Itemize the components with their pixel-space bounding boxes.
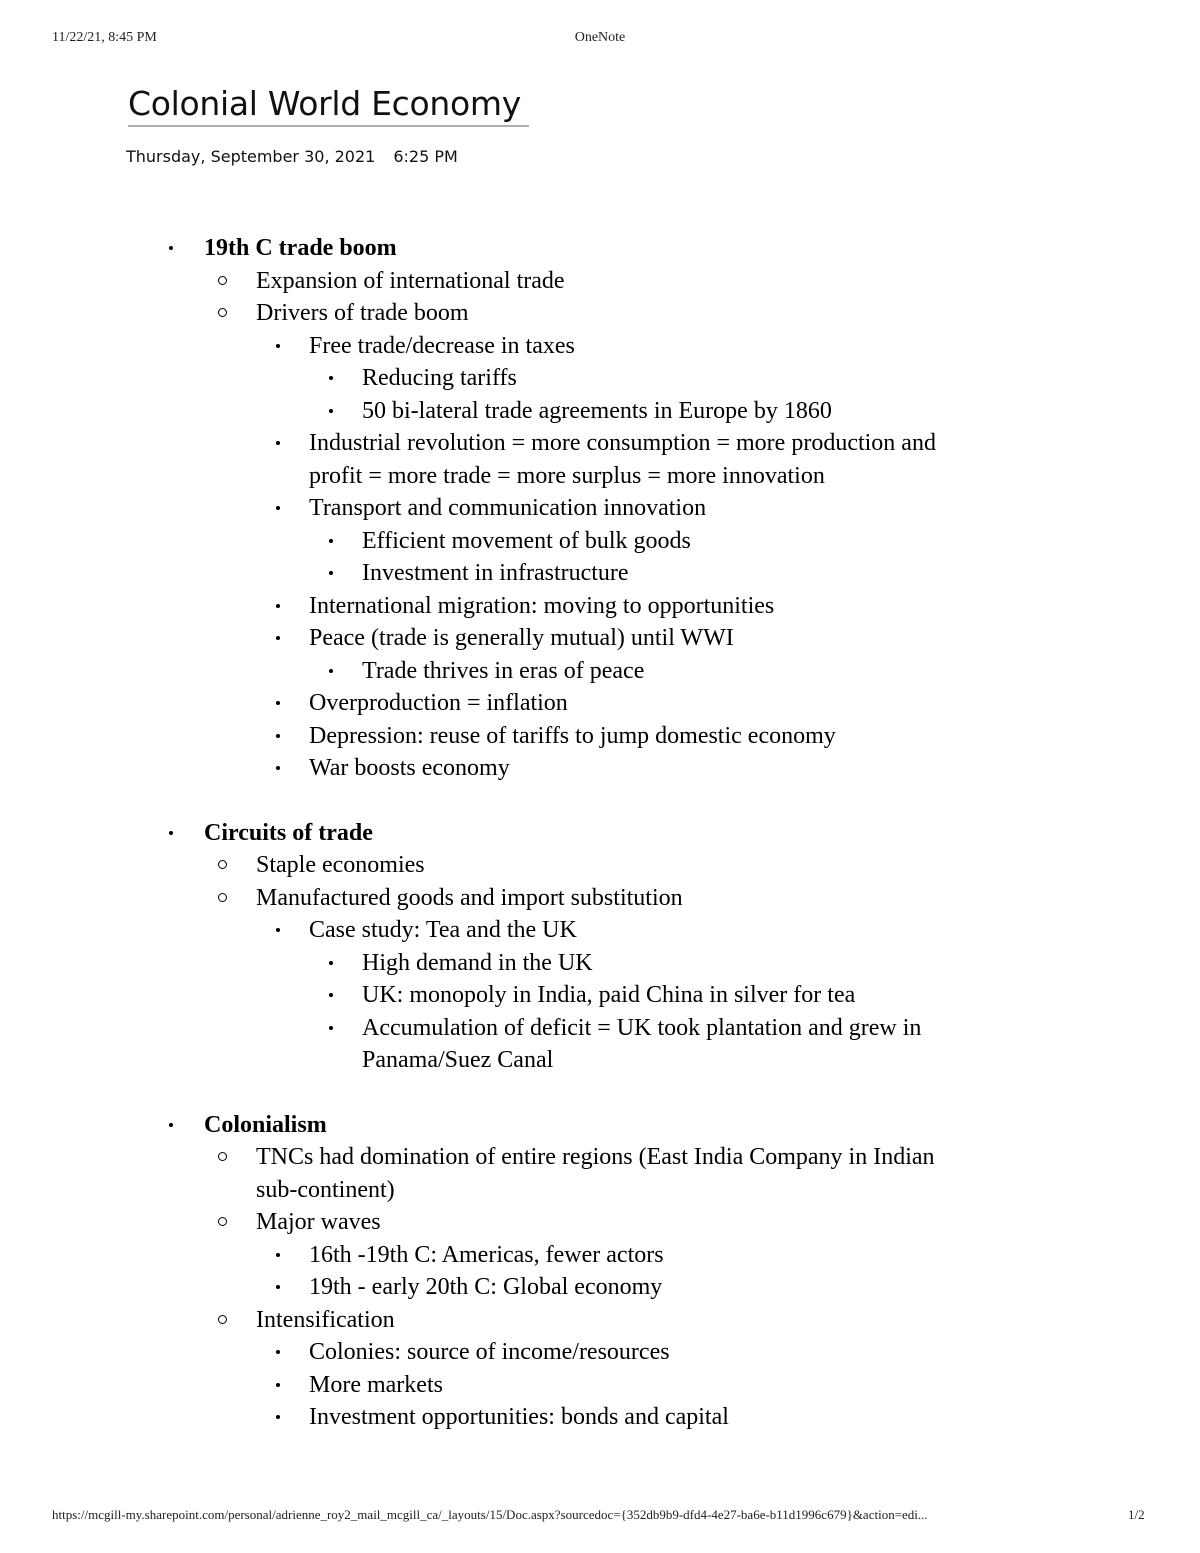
outline-item-text: Trade thrives in eras of peace (362, 657, 645, 684)
outline-item-text: Expansion of international trade (256, 267, 565, 294)
outline-item (309, 427, 950, 492)
dot-bullet-icon (270, 1239, 286, 1272)
dot-bullet-icon (270, 330, 286, 363)
dot-bullet-icon (323, 655, 339, 688)
outline-item-text: 16th -19th C: Americas, fewer actors (309, 1241, 664, 1268)
page-number: 1/2 (1128, 1507, 1145, 1522)
outline-item (362, 362, 950, 395)
outline-item-text: Colonialism (204, 1111, 327, 1138)
outline-item (256, 265, 950, 298)
outline-item-text: Peace (trade is generally mutual) until WWI (309, 625, 734, 651)
outline-item-text: Depression: reuse of tariffs to jump domestic economy (309, 722, 836, 749)
circle-bullet-icon (215, 849, 231, 882)
dot-bullet-icon (323, 395, 339, 428)
outline-item (309, 1239, 950, 1272)
outline-item-text: Reducing tariffs (362, 365, 517, 391)
outline-item (362, 947, 950, 980)
outline-item-text: 19th - early 20th C: Global economy (309, 1274, 663, 1300)
dot-bullet-icon (323, 1012, 339, 1045)
page-created-timestamp (126, 147, 458, 166)
outline-item (256, 1206, 950, 1239)
outline-item (256, 1304, 950, 1337)
outline-item-text: Colonies: source of income/resources (309, 1339, 670, 1365)
outline-item (204, 1109, 950, 1142)
outline-item (309, 330, 950, 363)
print-url: https://mcgill-my.sharepoint.com/personal/adrienne_roy2_mail_mcgill_ca/_layouts/15/Doc.aspx?sourcedoc={352db9b9-dfd4-4e27-ba6e-b11d1996c679}&action=edi... (52, 1507, 928, 1522)
outline-item-text: Manufactured goods and import substitution (256, 884, 683, 911)
outline-item-text: Accumulation of deficit = UK took plantation and grew in Panama/Suez Canal (362, 1014, 922, 1073)
outline-item (362, 1012, 950, 1077)
outline-item-text: International migration: moving to opportunities (309, 592, 775, 619)
dot-bullet-icon (270, 622, 286, 655)
created-time: 6:25 PM (393, 147, 458, 166)
dot-bullet-icon (323, 362, 339, 395)
outline-item (256, 1141, 950, 1206)
outline-item-text: 50 bi-lateral trade agreements in Europe by 1860 (362, 397, 832, 424)
dot-bullet-icon (270, 1336, 286, 1369)
outline-item-text: Staple economies (256, 852, 425, 878)
outline-item (309, 1369, 950, 1402)
outline-item (309, 1271, 950, 1304)
circle-bullet-icon (215, 1304, 231, 1337)
dot-bullet-icon (270, 492, 286, 525)
circle-bullet-icon (215, 297, 231, 330)
outline-item (256, 882, 950, 915)
circle-bullet-icon (215, 265, 231, 298)
dot-bullet-icon (270, 720, 286, 753)
print-app-name: OneNote (574, 30, 626, 45)
outline-item (362, 655, 950, 688)
outline-item (362, 395, 950, 428)
dot-bullet-icon (270, 687, 286, 720)
outline-item-text: Investment in infrastructure (362, 560, 629, 586)
outline-item-text: Industrial revolution = more consumption = more production and profit = more trade = more surplus = more innovation (309, 430, 936, 489)
outline-item-text: Drivers of trade boom (256, 300, 469, 326)
outline-item (362, 525, 950, 558)
dot-bullet-icon (163, 232, 179, 265)
dot-bullet-icon (323, 525, 339, 558)
outline-item (256, 849, 950, 882)
outline-item-text: Intensification (256, 1306, 395, 1333)
dot-bullet-icon (270, 1271, 286, 1304)
dot-bullet-icon (323, 557, 339, 590)
outline-item-text: 19th C trade boom (204, 235, 397, 261)
outline-item-text: Investment opportunities: bonds and capital (309, 1404, 729, 1430)
outline-item (309, 1401, 950, 1434)
outline-item (309, 1336, 950, 1369)
outline-item (309, 492, 950, 525)
circle-bullet-icon (215, 1206, 231, 1239)
dot-bullet-icon (323, 947, 339, 980)
dot-bullet-icon (163, 1109, 179, 1142)
outline-item-text: Major waves (256, 1209, 381, 1235)
outline-item-text: UK: monopoly in India, paid China in silver for tea (362, 982, 856, 1008)
dot-bullet-icon (270, 1369, 286, 1402)
outline-item-text: Transport and communication innovation (309, 495, 707, 521)
outline-item (309, 720, 950, 753)
outline-item (309, 914, 950, 947)
outline-item-text: Case study: Tea and the UK (309, 917, 577, 943)
outline-item (309, 590, 950, 623)
outline-item-text: Efficient movement of bulk goods (362, 527, 691, 554)
outline-item-text: Overproduction = inflation (309, 690, 568, 716)
outline-item-text: Free trade/decrease in taxes (309, 332, 575, 359)
outline-item (362, 557, 950, 590)
outline-item-text: More markets (309, 1371, 443, 1398)
dot-bullet-icon (270, 1401, 286, 1434)
page-title: Colonial World Economy (128, 84, 529, 127)
print-datetime: 11/22/21, 8:45 PM (52, 30, 157, 45)
outline-item (309, 622, 950, 655)
dot-bullet-icon (163, 817, 179, 850)
outline-item-text: War boosts economy (309, 755, 510, 781)
outline-item (256, 297, 950, 330)
outline-item (309, 752, 950, 785)
outline-item (362, 979, 950, 1012)
dot-bullet-icon (270, 752, 286, 785)
dot-bullet-icon (270, 427, 286, 460)
circle-bullet-icon (215, 1141, 231, 1174)
outline-item (204, 817, 950, 850)
outline-item-text: TNCs had domination of entire regions (East India Company in Indian sub-continent) (256, 1144, 935, 1203)
outline-item-text: Circuits of trade (204, 819, 373, 846)
circle-bullet-icon (215, 882, 231, 915)
dot-bullet-icon (323, 979, 339, 1012)
dot-bullet-icon (270, 590, 286, 623)
outline-item-text: High demand in the UK (362, 949, 593, 976)
dot-bullet-icon (270, 914, 286, 947)
outline-item (204, 232, 950, 265)
created-date: Thursday, September 30, 2021 (126, 147, 376, 166)
outline-item (309, 687, 950, 720)
